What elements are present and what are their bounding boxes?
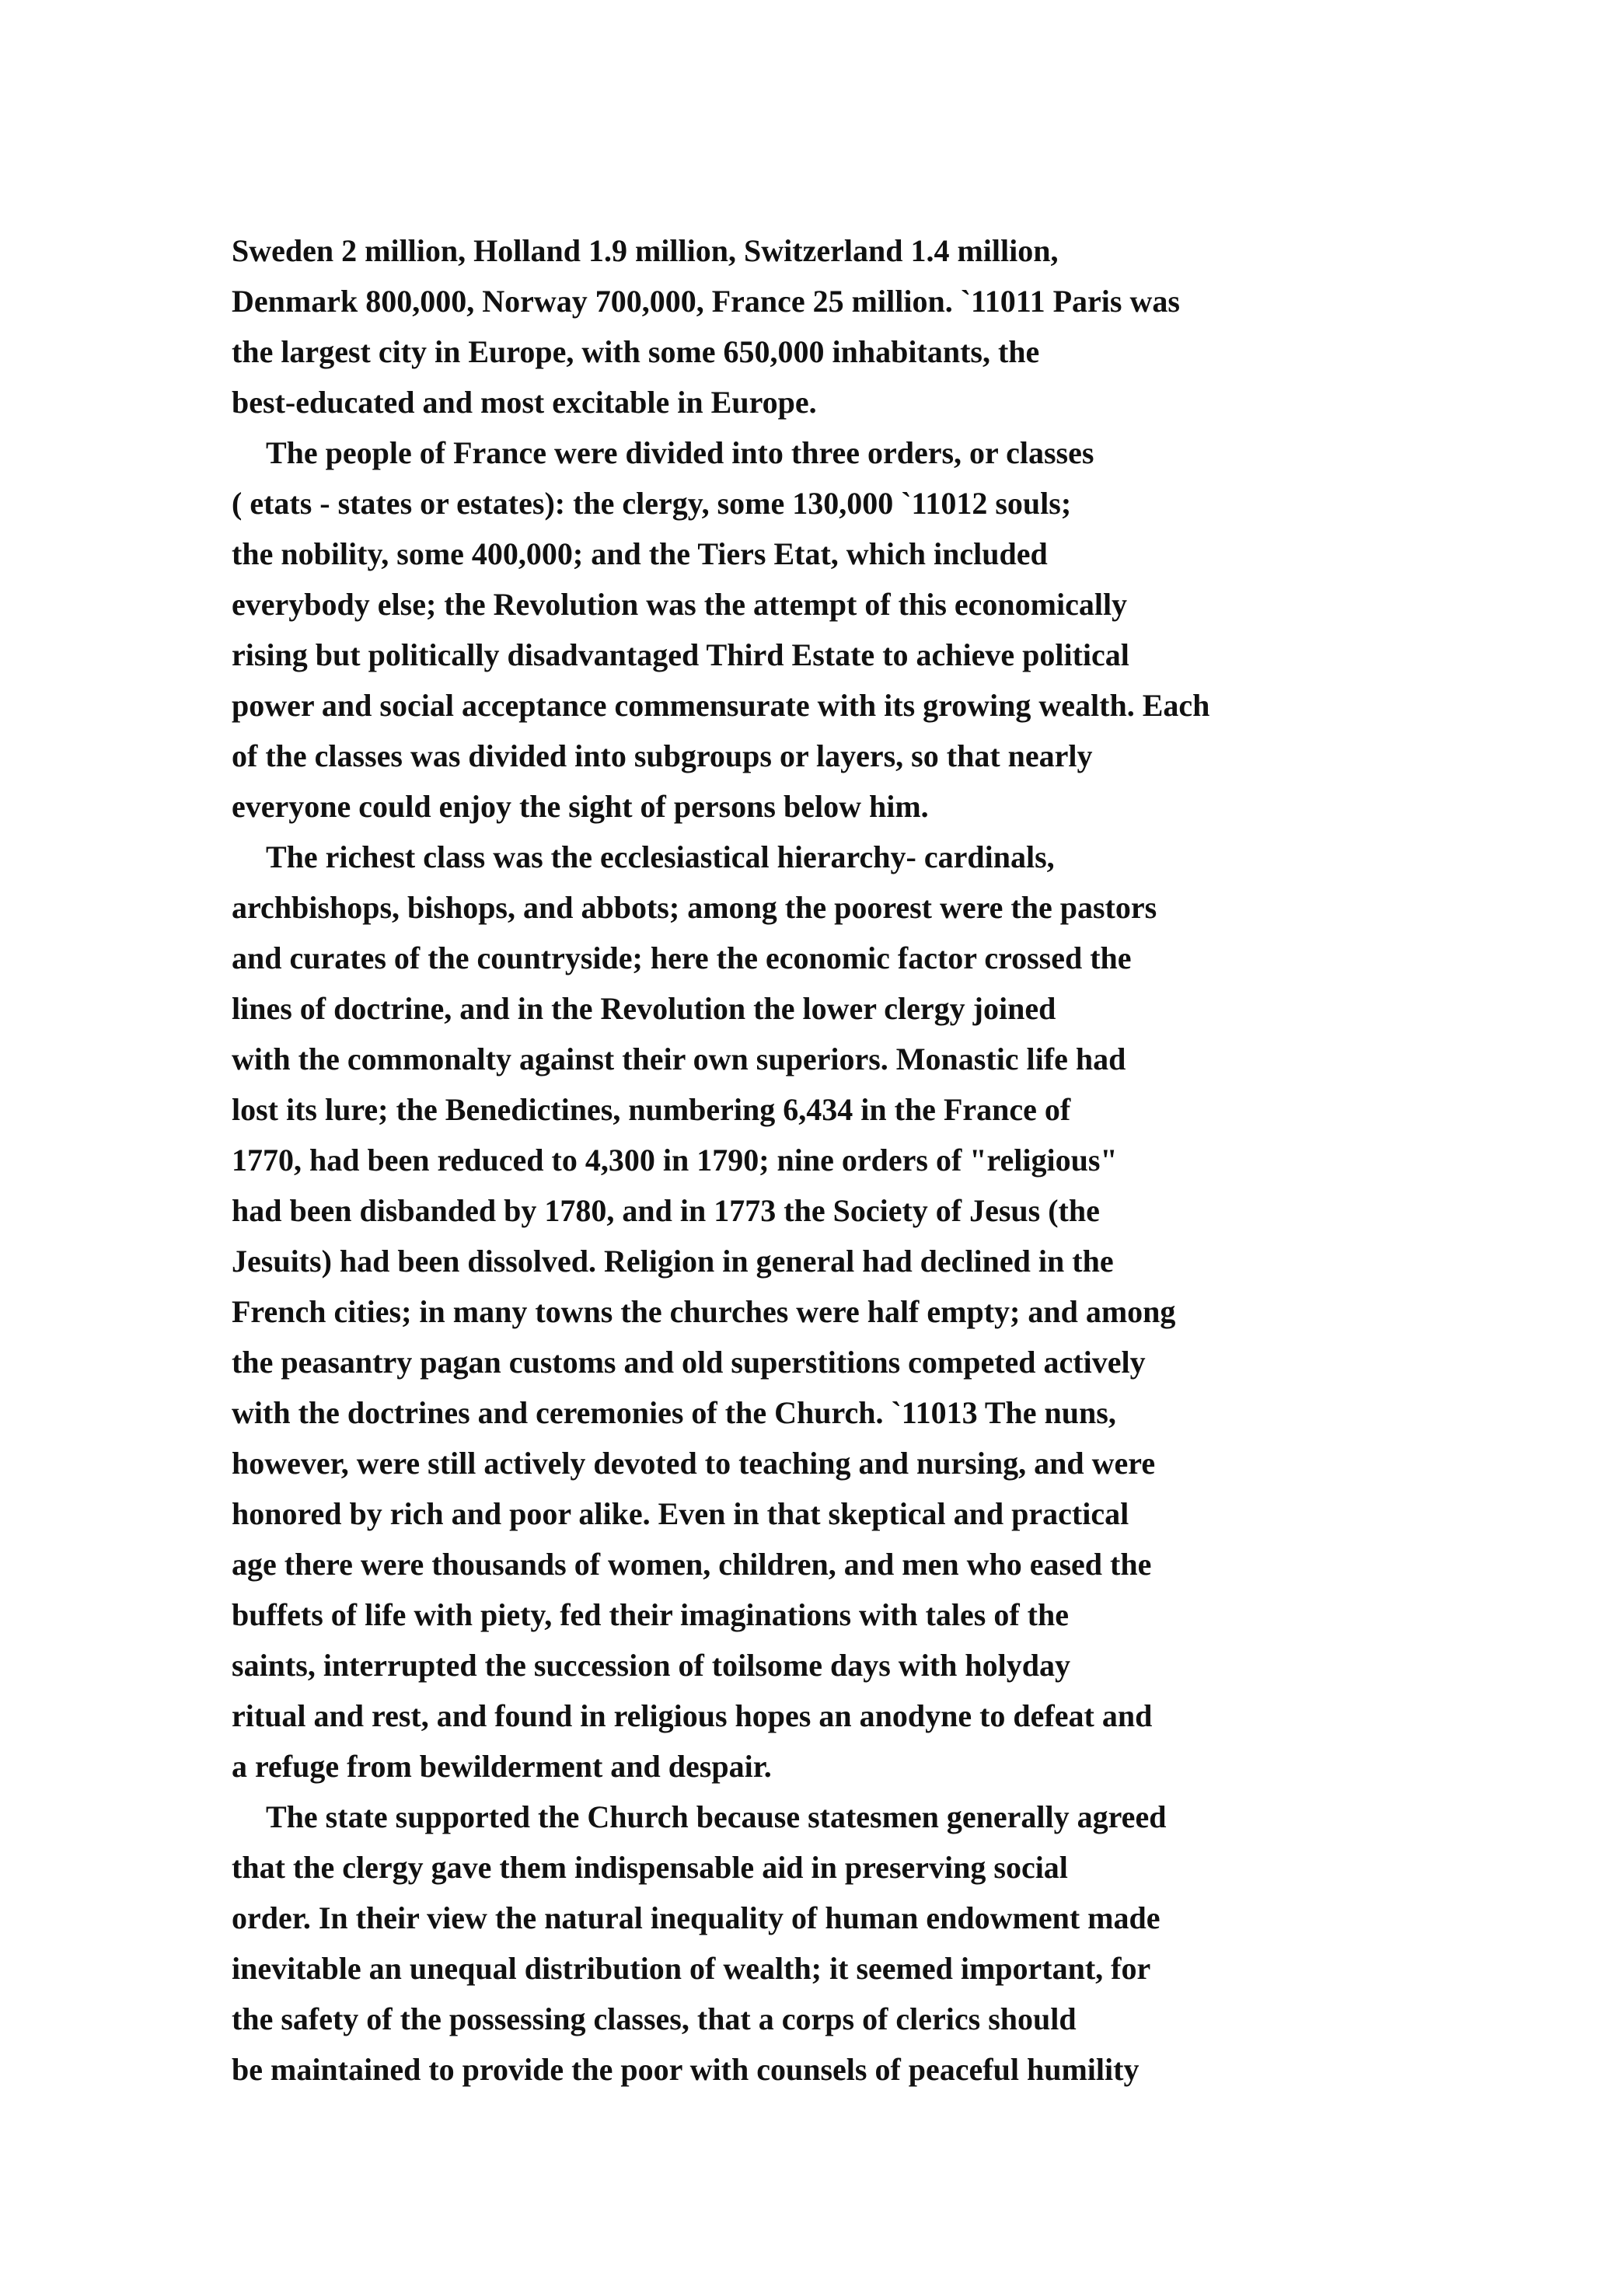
text-line: with the commonalty against their own superiors. Monastic life had — [232, 1042, 1126, 1076]
text-line: power and social acceptance commensurate with its growing wealth. Each — [232, 688, 1210, 723]
text-line: with the doctrines and ceremonies of the Church. `11013 The nuns, — [232, 1395, 1116, 1430]
text-line: ritual and rest, and found in religious hopes an anodyne to defeat and — [232, 1698, 1153, 1733]
text-line: 1770, had been reduced to 4,300 in 1790; nine orders of "religious" — [232, 1143, 1118, 1178]
text-line: the largest city in Europe, with some 650,000 inhabitants, the — [232, 334, 1040, 369]
text-line: everyone could enjoy the sight of persons below him. — [232, 789, 929, 824]
text-line: best-educated and most excitable in Europe. — [232, 385, 817, 420]
text-line: honored by rich and poor alike. Even in that skeptical and practical — [232, 1496, 1129, 1531]
text-line: that the clergy gave them indispensable aid in preserving social — [232, 1850, 1068, 1885]
text-line: ( etats - states or estates): the clergy, some 130,000 `11012 souls; — [232, 486, 1072, 521]
text-line: order. In their view the natural inequality of human endowment made — [232, 1900, 1161, 1935]
paragraph-first-line: The richest class was the ecclesiastical hierarchy- cardinals, — [266, 839, 1055, 874]
text-line: archbishops, bishops, and abbots; among the poorest were the pastors — [232, 890, 1157, 925]
text-line: Jesuits) had been dissolved. Religion in general had declined in the — [232, 1244, 1114, 1279]
text-line: rising but politically disadvantaged Third Estate to achieve political — [232, 637, 1129, 672]
text-line: the peasantry pagan customs and old superstitions competed actively — [232, 1345, 1146, 1380]
text-line: lost its lure; the Benedictines, numbering 6,434 in the France of — [232, 1092, 1071, 1127]
text-line: inevitable an unequal distribution of wealth; it seemed important, for — [232, 1951, 1151, 1986]
text-line: age there were thousands of women, children, and men who eased the — [232, 1547, 1152, 1582]
body-text — [232, 225, 1569, 2095]
text-line: of the classes was divided into subgroups or layers, so that nearly — [232, 738, 1093, 773]
text-line: a refuge from bewilderment and despair. — [232, 1749, 772, 1784]
text-line: Sweden 2 million, Holland 1.9 million, Switzerland 1.4 million, — [232, 233, 1059, 268]
text-line: be maintained to provide the poor with counsels of peaceful humility — [232, 2052, 1140, 2087]
text-line: had been disbanded by 1780, and in 1773 the Society of Jesus (the — [232, 1193, 1100, 1228]
text-line: the nobility, some 400,000; and the Tiers Etat, which included — [232, 536, 1048, 571]
text-line: buffets of life with piety, fed their imaginations with tales of the — [232, 1597, 1069, 1632]
text-line: Denmark 800,000, Norway 700,000, France 25 million. `11011 Paris was — [232, 284, 1180, 319]
text-line: everybody else; the Revolution was the attempt of this economically — [232, 587, 1128, 622]
text-line: saints, interrupted the succession of toilsome days with holyday — [232, 1648, 1070, 1683]
paragraph-first-line: The state supported the Church because statesmen generally agreed — [266, 1799, 1167, 1834]
paragraph-first-line: The people of France were divided into three orders, or classes — [266, 435, 1094, 470]
text-line: lines of doctrine, and in the Revolution the lower clergy joined — [232, 991, 1056, 1026]
text-line: the safety of the possessing classes, that a corps of clerics should — [232, 2001, 1077, 2036]
text-line: however, were still actively devoted to teaching and nursing, and were — [232, 1446, 1156, 1481]
text-line: and curates of the countryside; here the economic factor crossed the — [232, 940, 1132, 975]
text-line: French cities; in many towns the churches were half empty; and among — [232, 1294, 1176, 1329]
